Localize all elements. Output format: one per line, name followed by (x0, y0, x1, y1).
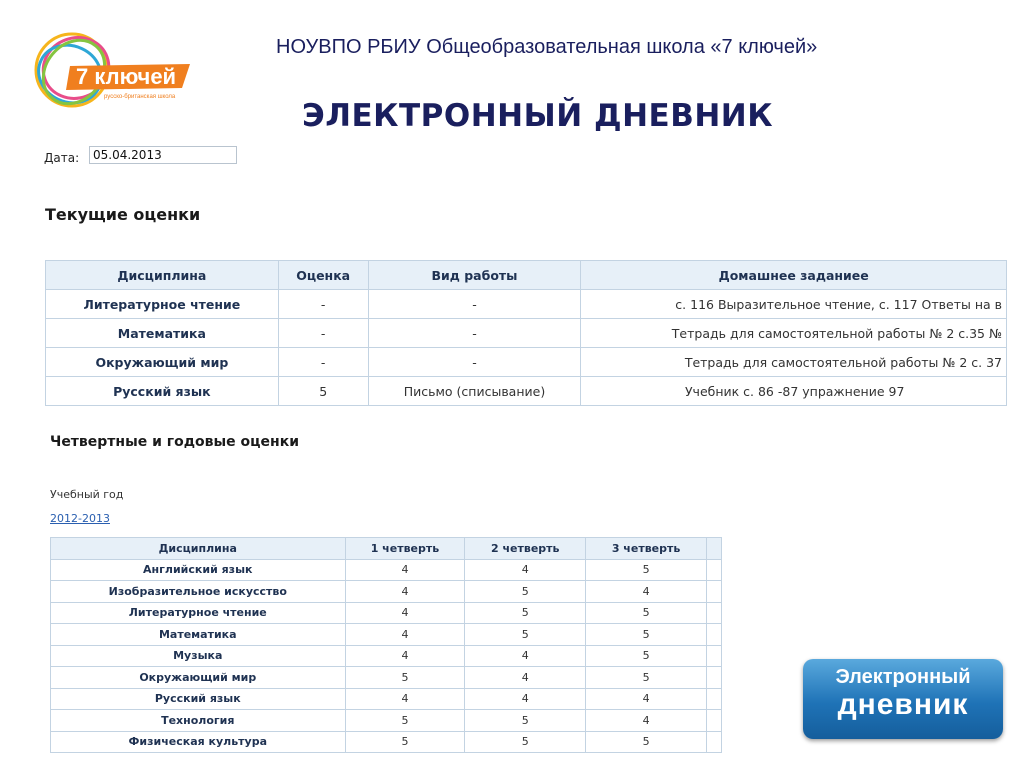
logo-text: 7 ключей (76, 64, 177, 89)
homework-cell: Тетрадь для самостоятельной работы № 2 с.35 № (581, 319, 1007, 348)
subject-cell: Английский язык (51, 559, 346, 581)
school-logo (30, 28, 198, 114)
column-header-truncated (706, 538, 721, 560)
current-grades-table (45, 260, 1007, 406)
grade-cell: - (278, 290, 368, 319)
grade-cell: 4 (465, 645, 586, 667)
grade-cell: 5 (465, 581, 586, 603)
grade-cell: 4 (345, 688, 465, 710)
subject-cell: Математика (46, 319, 279, 348)
table-row (51, 688, 722, 710)
work-type-cell: - (368, 319, 581, 348)
grade-cell: 4 (586, 688, 707, 710)
grade-cell: 5 (586, 731, 707, 753)
grade-cell: 5 (345, 667, 465, 689)
subject-cell: Технология (51, 710, 346, 732)
table-row (46, 377, 1007, 406)
grade-cell: 4 (345, 559, 465, 581)
grade-cell: 4 (465, 667, 586, 689)
subject-cell: Русский язык (46, 377, 279, 406)
work-type-cell: - (368, 290, 581, 319)
school-year-link[interactable]: 2012-2013 (50, 512, 110, 525)
column-header: 3 четверть (586, 538, 707, 560)
grade-cell: 4 (465, 559, 586, 581)
grade-cell: 4 (586, 581, 707, 603)
badge-line-2: дневник (837, 688, 969, 721)
homework-cell: Тетрадь для самостоятельной работы № 2 с. 37 (581, 348, 1007, 377)
subject-cell: Окружающий мир (46, 348, 279, 377)
table-row (51, 559, 722, 581)
quarter-grades-title: Четвертные и годовые оценки (50, 434, 300, 450)
grade-cell: 4 (345, 624, 465, 646)
subject-cell: Изобразительное искусство (51, 581, 346, 603)
table-row (51, 624, 722, 646)
grade-cell: 4 (345, 602, 465, 624)
subject-cell: Окружающий мир (51, 667, 346, 689)
grade-cell: - (278, 348, 368, 377)
column-header: Дисциплина (51, 538, 346, 560)
logo-rings-icon (30, 28, 198, 114)
grade-cell-truncated (706, 581, 721, 603)
grade-cell: 5 (465, 710, 586, 732)
grade-cell: 5 (586, 645, 707, 667)
school-name: НОУВПО РБИУ Общеобразовательная школа «7 ключей» (276, 36, 818, 58)
grade-cell: 5 (586, 624, 707, 646)
badge-line-1: Электронный (835, 666, 971, 688)
grade-cell-truncated (706, 645, 721, 667)
subject-cell: Русский язык (51, 688, 346, 710)
grade-cell: 5 (586, 559, 707, 581)
column-header: Домашнее заданиее (581, 261, 1007, 290)
subject-cell: Физическая культура (51, 731, 346, 753)
column-header: 2 четверть (465, 538, 586, 560)
table-header-row (46, 261, 1007, 290)
grade-cell-truncated (706, 710, 721, 732)
grade-cell-truncated (706, 731, 721, 753)
column-header: Вид работы (368, 261, 581, 290)
grade-cell: 4 (345, 581, 465, 603)
table-row (51, 710, 722, 732)
grade-cell: 5 (465, 624, 586, 646)
grade-cell-truncated (706, 667, 721, 689)
grade-cell: 5 (465, 731, 586, 753)
homework-cell: с. 116 Выразительное чтение, с. 117 Ответы на в (581, 290, 1007, 319)
grade-cell: 5 (586, 667, 707, 689)
table-row (46, 348, 1007, 377)
work-type-cell: - (368, 348, 581, 377)
homework-cell: Учебник с. 86 -87 упражнение 97 (581, 377, 1007, 406)
grade-cell: 5 (345, 731, 465, 753)
table-row (51, 602, 722, 624)
grade-cell: 5 (345, 710, 465, 732)
page-title: ЭЛЕКТРОННЫЙ ДНЕВНИК (302, 98, 774, 134)
grade-cell: 5 (586, 602, 707, 624)
grade-cell-truncated (706, 624, 721, 646)
table-row (46, 290, 1007, 319)
subject-cell: Музыка (51, 645, 346, 667)
subject-cell: Литературное чтение (46, 290, 279, 319)
table-row (51, 731, 722, 753)
date-label: Дата: (44, 151, 80, 165)
current-grades-title: Текущие оценки (45, 205, 201, 224)
grade-cell: 5 (465, 602, 586, 624)
electronic-diary-badge[interactable] (803, 659, 1003, 739)
column-header: Оценка (278, 261, 368, 290)
grade-cell: 5 (278, 377, 368, 406)
date-input[interactable]: 05.04.2013 (89, 146, 237, 164)
work-type-cell: Письмо (списывание) (368, 377, 581, 406)
grade-cell: 4 (345, 645, 465, 667)
logo-subtext: русско-британская школа (104, 94, 176, 100)
column-header: 1 четверть (345, 538, 465, 560)
grade-cell: - (278, 319, 368, 348)
table-row (51, 581, 722, 603)
table-row (51, 667, 722, 689)
subject-cell: Математика (51, 624, 346, 646)
table-row (51, 645, 722, 667)
grade-cell: 4 (586, 710, 707, 732)
school-year-label: Учебный год (50, 488, 124, 501)
grade-cell-truncated (706, 688, 721, 710)
quarter-grades-table (50, 537, 722, 753)
table-header-row (51, 538, 722, 560)
grade-cell-truncated (706, 602, 721, 624)
subject-cell: Литературное чтение (51, 602, 346, 624)
grade-cell-truncated (706, 559, 721, 581)
column-header: Дисциплина (46, 261, 279, 290)
grade-cell: 4 (465, 688, 586, 710)
table-row (46, 319, 1007, 348)
